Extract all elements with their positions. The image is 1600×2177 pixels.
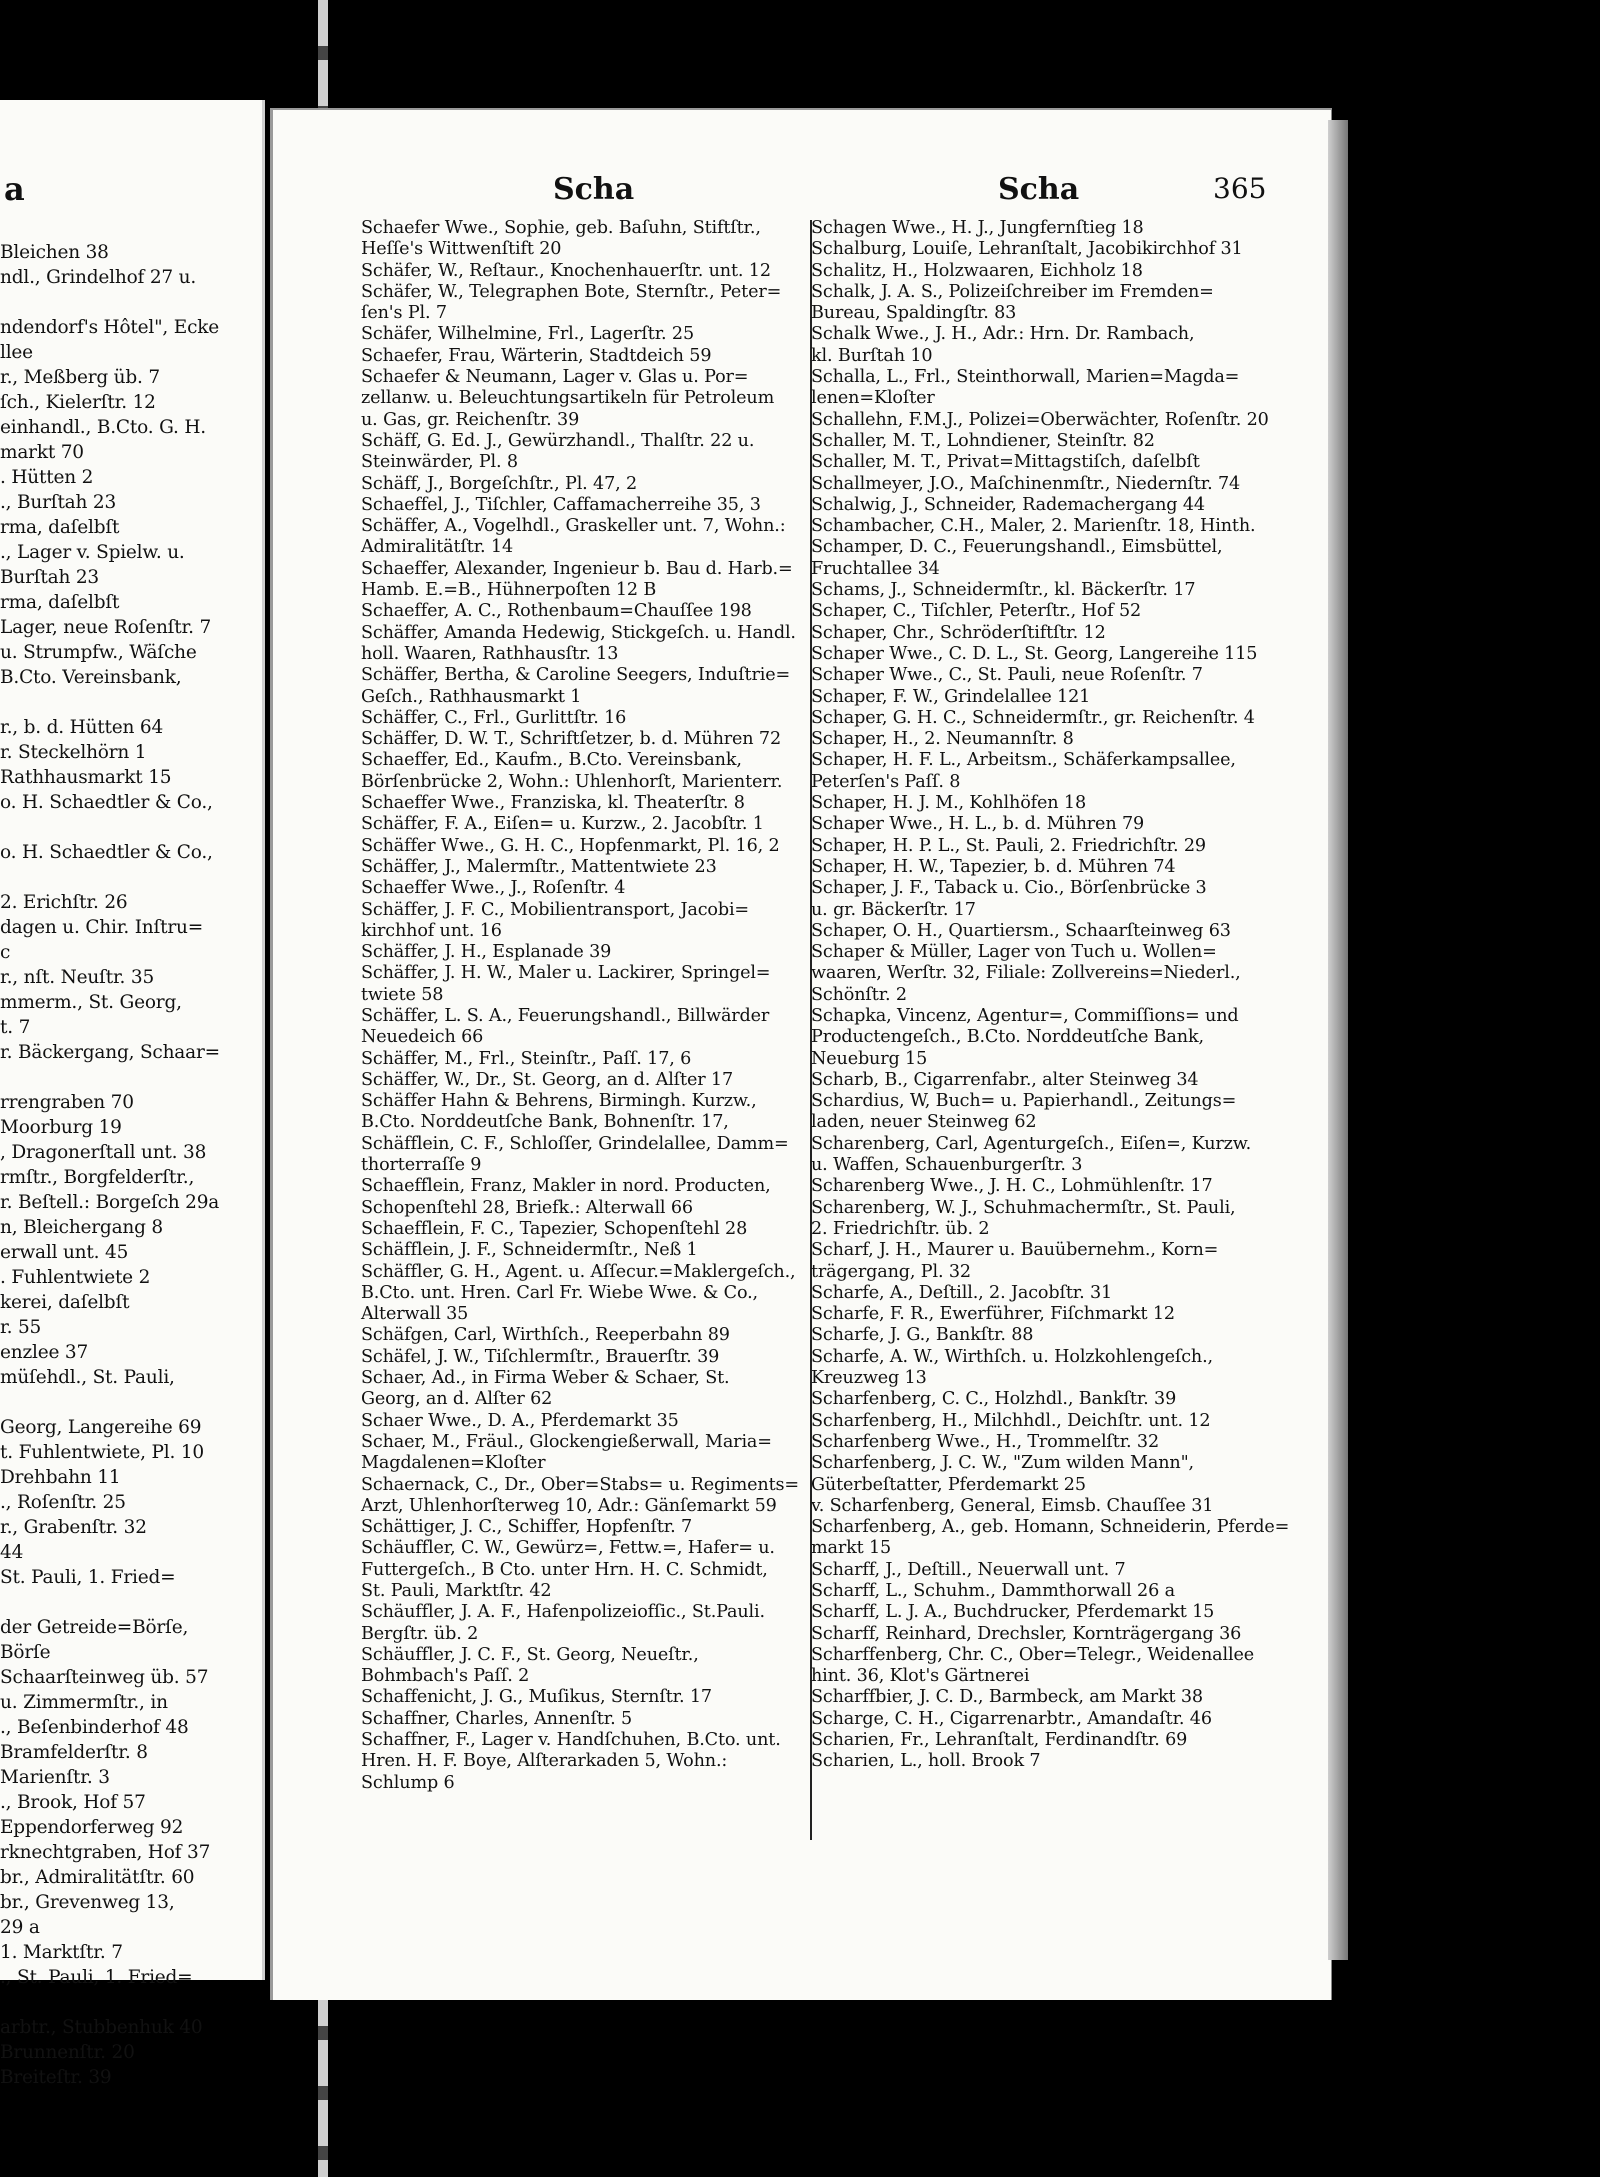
directory-entry-line: trägergang, Pl. 32	[811, 1261, 971, 1282]
directory-entry-line: Schäfer, W., Reſtaur., Knochenhauerſtr. unt. 12	[361, 260, 771, 281]
left-page-entry-line: ., St. Pauli, 1. Fried=	[0, 1967, 193, 1988]
directory-entry-line: Schaeffel, J., Tiſchler, Caffamacherreihe 35, 3	[361, 494, 761, 515]
left-page-entry-line	[0, 290, 262, 315]
directory-entry-line: Arzt, Uhlenhorſterweg 10, Adr.: Gänſemarkt 59	[361, 1495, 777, 1516]
directory-entry-line: Schaper & Müller, Lager von Tuch u. Wollen=	[811, 942, 1217, 963]
left-page	[0, 100, 265, 2088]
directory-entry-line: Schaeffer Wwe., J., Roſenſtr. 4	[361, 878, 626, 899]
left-page-entry-line: rma, daſelbſt	[0, 517, 120, 538]
left-page-entry-line: br., Admiralitätſtr. 60	[0, 1867, 195, 1888]
directory-entry-line: Scharenberg Wwe., J. H. C., Lohmühlenſtr. 17	[811, 1176, 1213, 1197]
directory-entry-line: Schaper, H., 2. Neumannſtr. 8	[811, 729, 1074, 750]
directory-entry-line: Geſch., Rathhausmarkt 1	[361, 686, 582, 707]
directory-entry-line: Schlump 6	[361, 1772, 455, 1793]
directory-entry-line: Schalburg, Louiſe, Lehranſtalt, Jacobikirchhof 31	[811, 239, 1243, 260]
left-page-entry-line: müſehdl., St. Pauli,	[0, 1367, 175, 1388]
directory-entry-line: Schaefer, Frau, Wärterin, Stadtdeich 59	[361, 345, 712, 366]
left-page-entry-line: 29 a	[0, 1917, 40, 1938]
directory-entry-line: B.Cto. Norddeutſche Bank, Bohnenſtr. 17,	[361, 1112, 729, 1133]
directory-entry-line: Productengeſch., B.Cto. Norddeutſche Bank,	[811, 1027, 1204, 1048]
directory-entry-line: v. Scharfenberg, General, Eimsb. Chauſſee 31	[811, 1495, 1214, 1516]
directory-entry-line: Schaer, Ad., in Firma Weber & Schaer, St.	[361, 1368, 730, 1389]
directory-entry-line: Schäfer, W., Telegraphen Bote, Sternſtr., Peter=	[361, 281, 782, 302]
directory-entry-line: waaren, Werſtr. 32, Filiale: Zollvereins=Niederl.,	[811, 963, 1241, 984]
directory-entry-line: Schäuffler, J. C. F., St. Georg, Neueſtr.,	[361, 1644, 699, 1665]
left-page-entry-line: . Fuhlentwiete 2	[0, 1267, 151, 1288]
directory-entry-line: Schaper, F. W., Grindelallee 121	[811, 686, 1091, 707]
directory-entry-line: Fruchtallee 34	[811, 558, 940, 579]
left-page-entry-line: ndendorf's Hôtel", Ecke	[0, 317, 220, 338]
left-page-entry-line: o. H. Schaedtler & Co.,	[0, 842, 213, 863]
left-page-entry-line: br., Grevenweg 13,	[0, 1892, 175, 1913]
left-page-entry-line: , Dragonerſtall unt. 38	[0, 1142, 207, 1163]
directory-entry-line: laden, neuer Steinweg 62	[811, 1112, 1037, 1133]
left-page-entry-line: . Hütten 2	[0, 467, 94, 488]
directory-entry-line: Neueburg 15	[811, 1048, 928, 1069]
directory-entry-line: Schamper, D. C., Feuerungshandl., Eimsbüttel,	[811, 537, 1223, 558]
left-page-entry-line: rknechtgraben, Hof 37	[0, 1842, 211, 1863]
directory-entry-line: Heſſe's Wittwenſtift 20	[361, 239, 562, 260]
directory-entry-line: Admiralitätſtr. 14	[361, 537, 513, 558]
left-page-entry-line: t. 7	[0, 1017, 31, 1038]
directory-entry-line: holl. Waaren, Rathhausſtr. 13	[361, 643, 619, 664]
left-page-entry-line: Breiteſtr. 39	[0, 2067, 112, 2088]
directory-entry-line: Schäffer, F. A., Eiſen= u. Kurzw., 2. Jacobſtr. 1	[361, 814, 764, 835]
left-page-entry-line: Börſe	[0, 1642, 51, 1663]
left-page-entry-line: llee	[0, 342, 33, 363]
directory-entry-line: Scharge, C. H., Cigarrenarbtr., Amandaſtr. 46	[811, 1708, 1212, 1729]
directory-entry-line: Schäfel, J. W., Tiſchlermſtr., Brauerſtr. 39	[361, 1346, 720, 1367]
left-page-entry-line: Marienſtr. 3	[0, 1767, 110, 1788]
directory-entry-line: Schäfer, Wilhelmine, Frl., Lagerſtr. 25	[361, 324, 695, 345]
directory-entry-line: Schagen Wwe., H. J., Jungfernſtieg 18	[811, 218, 1144, 238]
directory-entry-line: Schaefer & Neumann, Lager v. Glas u. Por=	[361, 367, 749, 388]
right-page	[270, 108, 1332, 2000]
directory-entry-line: u. Gas, gr. Reichenſtr. 39	[361, 409, 580, 430]
directory-entry-line: zellanw. u. Beleuchtungsartikeln für Petroleum	[361, 388, 775, 409]
left-page-entry-line: Bramfelderſtr. 8	[0, 1742, 148, 1763]
directory-entry-line: Scharfe, A., Deſtill., 2. Jacobſtr. 31	[811, 1282, 1113, 1303]
directory-entry-line: Scharffenberg, Chr. C., Ober=Telegr., Weidenallee	[811, 1644, 1254, 1665]
directory-entry-line: Schäfgen, Carl, Wirthſch., Reeperbahn 89	[361, 1325, 730, 1346]
directory-entry-line: Scharfenberg, J. C. W., "Zum wilden Mann",	[811, 1453, 1194, 1474]
left-page-entry-line: arbtr., Stubbenhuk 40	[0, 2017, 203, 2038]
left-page-entry-line	[0, 690, 262, 715]
directory-entry-line: Schallehn, F.M.J., Polizei=Oberwächter, Roſenſtr. 20	[811, 409, 1269, 430]
left-page-entry-line: erwall unt. 45	[0, 1242, 129, 1263]
directory-entry-line: Bureau, Spaldingſtr. 83	[811, 303, 1017, 324]
directory-entry-line: Schäuffler, J. A. F., Hafenpolizeiofſic., St.Pauli.	[361, 1602, 765, 1623]
directory-entry-line: Schaper, H. P. L., St. Pauli, 2. Friedrichſtr. 29	[811, 835, 1206, 856]
directory-entry-line: Schäffer, M., Frl., Steinſtr., Paſſ. 17, 6	[361, 1048, 692, 1069]
left-page-entry-line: 1. Marktſtr. 7	[0, 1942, 123, 1963]
directory-entry-line: Hamb. E.=B., Hühnerpoſten 12 B	[361, 580, 657, 601]
directory-entry-line: Schättiger, J. C., Schiffer, Hopfenſtr. 7	[361, 1517, 693, 1538]
left-page-entry-line: u. Zimmermſtr., in	[0, 1692, 168, 1713]
page-number: 365	[1213, 172, 1267, 205]
running-head-right: Scha	[998, 172, 1080, 207]
directory-entry-line: Schäffler, G. H., Agent. u. Aſſecur.=Maklergeſch.,	[361, 1261, 796, 1282]
left-page-entry-line: ſch., Kielerſtr. 12	[0, 392, 156, 413]
directory-entry-line: Scharfe, A. W., Wirthſch. u. Holzkohlengeſch.,	[811, 1346, 1213, 1367]
directory-entry-line: Scharff, L. J. A., Buchdrucker, Pferdemarkt 15	[811, 1602, 1215, 1623]
directory-entry-line: Schopenſtehl 28, Briefk.: Alterwall 66	[361, 1197, 693, 1218]
left-page-entry-line: r., Meßberg üb. 7	[0, 367, 160, 388]
left-page-entry-line: u. Strumpfw., Wäſche	[0, 642, 197, 663]
directory-column-right	[811, 218, 1326, 1773]
left-page-entry-line: Schaarſteinweg üb. 57	[0, 1667, 209, 1688]
directory-entry-line: Schaeffer Wwe., Franziska, kl. Theaterſtr. 8	[361, 793, 745, 814]
left-page-entry-line: o. H. Schaedtler & Co.,	[0, 792, 213, 813]
directory-entry-line: Schalk, J. A. S., Polizeiſchreiber im Fremden=	[811, 281, 1214, 302]
left-page-entry-line: 44	[0, 1542, 24, 1563]
directory-entry-line: Scharff, L., Schuhm., Dammthorwall 26 a	[811, 1581, 1175, 1601]
directory-entry-line: Schaper Wwe., H. L., b. d. Mühren 79	[811, 814, 1145, 835]
left-page-entry-line: enzlee 37	[0, 1342, 89, 1363]
directory-entry-line: Schaper, C., Tiſchler, Peterſtr., Hof 52	[811, 601, 1142, 622]
directory-entry-line: Schäffer, Amanda Hedewig, Stickgeſch. u. Handl.	[361, 622, 796, 643]
directory-entry-line: Schaffenicht, J. G., Muſikus, Sternſtr. 17	[361, 1687, 712, 1708]
directory-entry-line: Schaeffer, A. C., Rothenbaum=Chauſſee 198	[361, 601, 752, 622]
directory-entry-line: Neuedeich 66	[361, 1027, 484, 1048]
left-page-entry-line	[0, 1990, 262, 2015]
directory-entry-line: kirchhof unt. 16	[361, 920, 502, 941]
left-page-entry-line: 2. Erichſtr. 26	[0, 892, 128, 913]
directory-entry-line: Schardius, W, Buch= u. Papierhandl., Zeitungs=	[811, 1091, 1237, 1112]
directory-entry-line: Schäfflein, C. F., Schloſſer, Grindelallee, Damm=	[361, 1133, 789, 1154]
directory-entry-line: Schäuffler, C. W., Gewürz=, Fettw.=, Hafer= u.	[361, 1538, 775, 1559]
left-page-entry-line: ., Burſtah 23	[0, 492, 117, 513]
directory-entry-line: Schäff, G. Ed. J., Gewürzhandl., Thalſtr. 22 u.	[361, 430, 755, 451]
directory-entry-line: Scharfenberg, A., geb. Homann, Schneiderin, Pferde=	[811, 1517, 1290, 1538]
directory-entry-line: Schaeffer, Alexander, Ingenieur b. Bau d. Harb.=	[361, 558, 793, 579]
left-page-entry-line: Lager, neue Roſenſtr. 7	[0, 617, 212, 638]
left-page-entry-line: Moorburg 19	[0, 1117, 122, 1138]
directory-entry-line: Scharfenberg, C. C., Holzhdl., Bankſtr. 39	[811, 1389, 1177, 1410]
directory-entry-line: Güterbeſtatter, Pferdemarkt 25	[811, 1474, 1086, 1495]
left-page-entry-line: Georg, Langereihe 69	[0, 1417, 202, 1438]
left-page-entry-line: r. Steckelhörn 1	[0, 742, 147, 763]
directory-entry-line: Schäff, J., Borgeſchſtr., Pl. 47, 2	[361, 473, 638, 494]
left-page-entry-line: r. Bäckergang, Schaar=	[0, 1042, 220, 1063]
left-page-entry-line	[0, 1390, 262, 1415]
left-page-entry-line: dagen u. Chir. Inſtru=	[0, 917, 204, 938]
directory-entry-line: lenen=Kloſter	[811, 388, 935, 409]
left-page-entry-line: ., Beſenbinderhof 48	[0, 1717, 189, 1738]
left-page-entry-line: rrengraben 70	[0, 1092, 134, 1113]
directory-entry-line: Schäffer, L. S. A., Feuerungshandl., Billwärder	[361, 1005, 770, 1026]
left-page-entry-line: St. Pauli, 1. Fried=	[0, 1567, 176, 1588]
directory-entry-line: Magdalenen=Kloſter	[361, 1453, 546, 1474]
directory-entry-line: Bohmbach's Paſſ. 2	[361, 1666, 530, 1687]
left-page-entry-line: Burſtah 23	[0, 567, 100, 588]
directory-entry-line: 2. Friedrichſtr. üb. 2	[811, 1218, 990, 1239]
left-page-entry-line: r., b. d. Hütten 64	[0, 717, 164, 738]
directory-entry-line: Scharfenberg, H., Milchhdl., Deichſtr. unt. 12	[811, 1410, 1211, 1431]
directory-entry-line: Schaper, Chr., Schröderſtiftſtr. 12	[811, 622, 1106, 643]
directory-entry-line: hint. 36, Klot's Gärtnerei	[811, 1666, 1030, 1687]
directory-entry-line: Scharfe, F. R., Ewerführer, Fiſchmarkt 12	[811, 1304, 1175, 1325]
directory-entry-line: Schalitz, H., Holzwaaren, Eichholz 18	[811, 260, 1143, 281]
directory-entry-line: ſen's Pl. 7	[361, 303, 447, 324]
directory-entry-line: Schaffner, F., Lager v. Handſchuhen, B.Cto. unt.	[361, 1730, 781, 1751]
left-page-entry-line: Bleichen 38	[0, 242, 109, 263]
directory-entry-line: Schäfflein, J. F., Schneidermſtr., Neß 1	[361, 1240, 698, 1261]
directory-entry-line: Steinwärder, Pl. 8	[361, 452, 518, 473]
directory-entry-line: Scharenberg, Carl, Agenturgeſch., Eiſen=, Kurzw.	[811, 1133, 1252, 1154]
left-page-entry-line	[0, 1590, 262, 1615]
page-edge-shadow	[1328, 120, 1348, 1960]
directory-entry-line: Schambacher, C.H., Maler, 2. Marienſtr. 18, Hinth.	[811, 516, 1256, 537]
directory-entry-line: Schaffner, Charles, Annenſtr. 5	[361, 1708, 632, 1729]
left-page-entry-line: ., Roſenſtr. 25	[0, 1492, 126, 1513]
directory-entry-line: Schaper, J. F., Taback u. Cio., Börſenbrücke 3	[811, 878, 1207, 899]
left-page-entry-line: r., Grabenſtr. 32	[0, 1517, 147, 1538]
directory-entry-line: Hren. H. F. Boye, Alſterarkaden 5, Wohn.:	[361, 1751, 728, 1772]
directory-entry-line: Alterwall 35	[361, 1304, 469, 1325]
directory-entry-line: Peterſen's Paſſ. 8	[811, 771, 961, 792]
directory-entry-line: Scharfenberg Wwe., H., Trommelſtr. 32	[811, 1431, 1160, 1452]
directory-entry-line: kl. Burſtah 10	[811, 345, 933, 366]
directory-entry-line: St. Pauli, Marktſtr. 42	[361, 1581, 552, 1601]
directory-entry-line: Schäffer, J. F. C., Mobilientransport, Jacobi=	[361, 899, 750, 920]
directory-entry-line: Scharien, Fr., Lehranſtalt, Ferdinandſtr. 69	[811, 1730, 1188, 1751]
left-page-header: a	[4, 170, 25, 208]
running-head-left: Scha	[553, 172, 635, 207]
directory-entry-line: Scharff, Reinhard, Drechsler, Kornträgergang 36	[811, 1623, 1242, 1644]
directory-entry-line: Schäffer Wwe., G. H. C., Hopfenmarkt, Pl. 16, 2	[361, 835, 780, 856]
left-page-entry-line: r., nſt. Neuſtr. 35	[0, 967, 155, 988]
left-page-entry-line: ndl., Grindelhof 27 u.	[0, 267, 197, 288]
left-page-entry-line	[0, 865, 262, 890]
page-header	[273, 172, 1331, 212]
directory-entry-line: Schaer, M., Fräul., Glockengießerwall, Maria=	[361, 1431, 772, 1452]
directory-entry-line: Schäffer, J. H. W., Maler u. Lackirer, Springel=	[361, 963, 771, 984]
directory-entry-line: Scharf, J. H., Maurer u. Bauübernehm., Korn=	[811, 1240, 1219, 1261]
directory-entry-line: Schaper, H. F. L., Arbeitsm., Schäferkampsallee,	[811, 750, 1236, 771]
directory-entry-line: Schaefflein, Franz, Makler in nord. Producten,	[361, 1176, 771, 1197]
directory-entry-line: Schäffer, C., Frl., Gurlittſtr. 16	[361, 707, 627, 728]
directory-entry-line: Schaper, G. H. C., Schneidermſtr., gr. Reichenſtr. 4	[811, 707, 1255, 728]
left-page-entry-line: r. 55	[0, 1317, 42, 1338]
left-page-entry-line: rma, daſelbſt	[0, 592, 120, 613]
directory-entry-line: Schalwig, J., Schneider, Rademachergang 44	[811, 494, 1205, 515]
left-page-entry-line: Brunnenſtr. 20	[0, 2042, 135, 2063]
directory-entry-line: Schaper, H. J. M., Kohlhöfen 18	[811, 793, 1086, 814]
directory-entry-line: Scharenberg, W. J., Schuhmachermſtr., St. Pauli,	[811, 1197, 1236, 1218]
directory-entry-line: u. Waffen, Schauenburgerſtr. 3	[811, 1155, 1083, 1176]
directory-entry-line: Scharb, B., Cigarrenfabr., alter Steinweg 34	[811, 1069, 1199, 1090]
directory-entry-line: Schaller, M. T., Privat=Mittagstiſch, daſelbſt	[811, 452, 1200, 473]
directory-entry-line: Georg, an d. Alſter 62	[361, 1389, 553, 1410]
directory-entry-line: Schalk Wwe., J. H., Adr.: Hrn. Dr. Rambach,	[811, 324, 1195, 345]
directory-entry-line: B.Cto. unt. Hren. Carl Fr. Wiebe Wwe. & Co.,	[361, 1282, 758, 1303]
directory-entry-line: Schalla, L., Frl., Steinthorwall, Marien=Magda=	[811, 367, 1240, 388]
directory-entry-line: Schaller, M. T., Lohndiener, Steinſtr. 82	[811, 430, 1155, 451]
directory-entry-line: twiete 58	[361, 984, 444, 1005]
directory-entry-line: Scharff, J., Deſtill., Neuerwall unt. 7	[811, 1559, 1126, 1580]
left-page-entry-line: r. Beſtell.: Borgeſch 29a	[0, 1192, 220, 1213]
directory-entry-line: Schapka, Vincenz, Agentur=, Commiſſions= und	[811, 1005, 1239, 1026]
directory-entry-line: Schäffer, D. W. T., Schriftſetzer, b. d. Mühren 72	[361, 729, 782, 750]
left-page-entry-line: mmerm., St. Georg,	[0, 992, 182, 1013]
left-page-entry-line: c	[0, 942, 11, 963]
directory-entry-line: Schaefflein, F. C., Tapezier, Schopenſtehl 28	[361, 1218, 748, 1239]
directory-entry-line: Scharffbier, J. C. D., Barmbeck, am Markt 38	[811, 1687, 1203, 1708]
directory-entry-line: Scharien, L., holl. Brook 7	[811, 1751, 1041, 1772]
left-page-entry-line: ., Lager v. Spielw. u.	[0, 542, 185, 563]
directory-entry-line: Schaper, O. H., Quartiersm., Schaarſteinweg 63	[811, 920, 1231, 941]
left-page-entry-line: kerei, daſelbſt	[0, 1292, 130, 1313]
directory-entry-line: Schaer Wwe., D. A., Pferdemarkt 35	[361, 1410, 679, 1431]
directory-entry-line: Schäffer, J., Malermſtr., Mattentwiete 23	[361, 856, 717, 877]
directory-entry-line: Schaper Wwe., C., St. Pauli, neue Roſenſtr. 7	[811, 665, 1203, 686]
directory-entry-line: Bergſtr. üb. 2	[361, 1623, 479, 1644]
left-page-entry-line: Drehbahn 11	[0, 1467, 121, 1488]
directory-entry-line: Schaernack, C., Dr., Ober=Stabs= u. Regiments=	[361, 1474, 799, 1495]
directory-entry-line: Schäffer, J. H., Esplanade 39	[361, 942, 612, 963]
directory-entry-line: Schäffer Hahn & Behrens, Birmingh. Kurzw.,	[361, 1091, 757, 1112]
directory-entry-line: u. gr. Bäckerſtr. 17	[811, 899, 976, 920]
directory-entry-line: Schäffer, W., Dr., St. Georg, an d. Alſter 17	[361, 1069, 734, 1090]
directory-entry-line: Schaper Wwe., C. D. L., St. Georg, Langereihe 115	[811, 643, 1258, 664]
left-page-entry-line	[0, 815, 262, 840]
directory-entry-line: Börſenbrücke 2, Wohn.: Uhlenhorſt, Marienterr.	[361, 771, 783, 792]
directory-entry-line: Kreuzweg 13	[811, 1368, 927, 1389]
directory-entry-line: Schams, J., Schneidermſtr., kl. Bäckerſtr. 17	[811, 580, 1196, 601]
left-page-entry-line	[0, 1065, 262, 1090]
left-page-entry-line: ., Brook, Hof 57	[0, 1792, 146, 1813]
directory-entry-line: Schaeffer, Ed., Kaufm., B.Cto. Vereinsbank,	[361, 750, 742, 771]
directory-entry-line: Schaefer Wwe., Sophie, geb. Baſuhn, Stiftſtr.,	[361, 218, 761, 238]
left-page-entry-line: n, Bleichergang 8	[0, 1217, 164, 1238]
directory-entry-line: Schaper, H. W., Tapezier, b. d. Mühren 74	[811, 856, 1176, 877]
directory-entry-line: Scharfe, J. G., Bankſtr. 88	[811, 1325, 1034, 1346]
left-page-entries	[0, 240, 262, 2090]
left-page-entry-line: der Getreide=Börſe,	[0, 1617, 189, 1638]
left-page-entry-line: markt 70	[0, 442, 84, 463]
left-page-entry-line: Eppendorferweg 92	[0, 1817, 184, 1838]
directory-entry-line: markt 15	[811, 1538, 892, 1559]
directory-entry-line: Schönſtr. 2	[811, 984, 907, 1005]
directory-entry-line: Schäffer, Bertha, & Caroline Seegers, Induſtrie=	[361, 665, 791, 686]
left-page-entry-line: Rathhausmarkt 15	[0, 767, 172, 788]
directory-entry-line: Schallmeyer, J.O., Maſchinenmſtr., Niedernſtr. 74	[811, 473, 1241, 494]
left-page-entry-line: einhandl., B.Cto. G. H.	[0, 417, 206, 438]
left-page-entry-line: t. Fuhlentwiete, Pl. 10	[0, 1442, 204, 1463]
directory-entry-line: Schäffer, A., Vogelhdl., Graskeller unt. 7, Wohn.:	[361, 516, 786, 537]
left-page-entry-line: B.Cto. Vereinsbank,	[0, 667, 182, 688]
directory-entry-line: thorterraſſe 9	[361, 1155, 482, 1176]
directory-entry-line: Futtergeſch., B Cto. unter Hrn. H. C. Schmidt,	[361, 1559, 768, 1580]
left-page-entry-line: rmſtr., Borgfelderſtr.,	[0, 1167, 195, 1188]
